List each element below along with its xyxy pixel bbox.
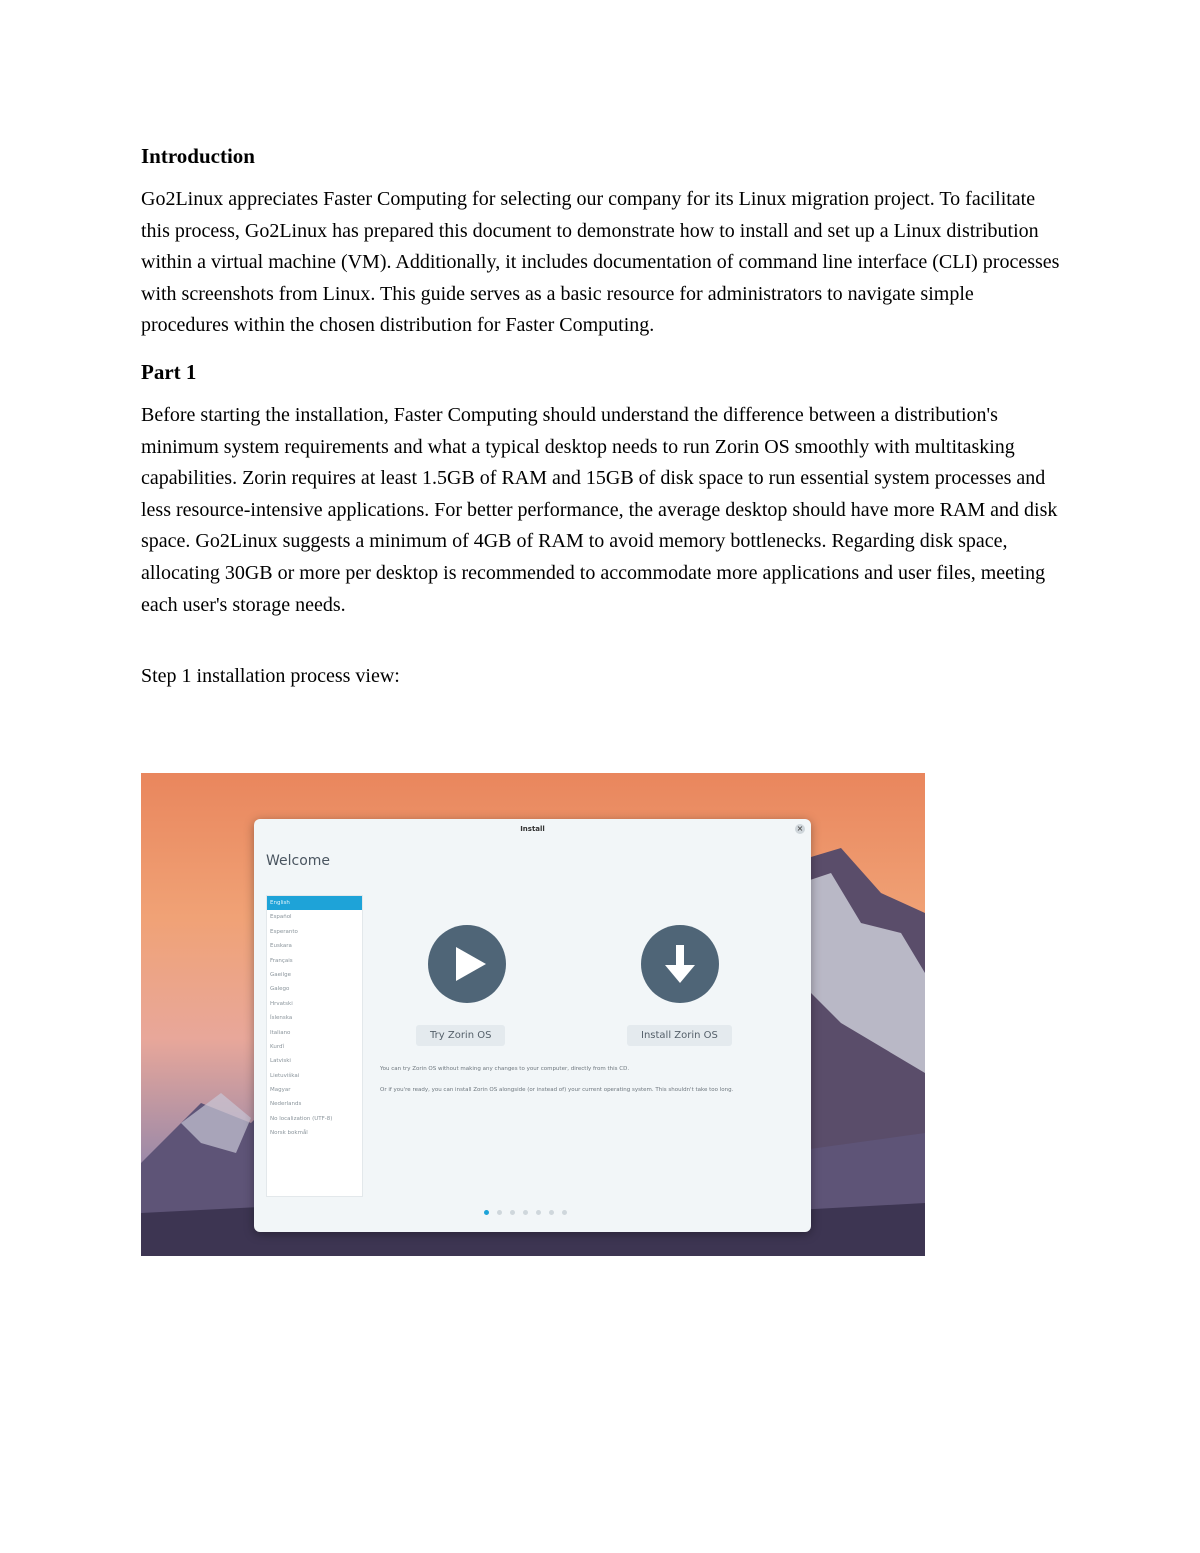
language-item[interactable]: Latviski — [270, 1058, 291, 1065]
download-icon — [641, 925, 719, 1003]
welcome-title: Welcome — [266, 853, 331, 869]
language-item[interactable]: No localization (UTF-8) — [270, 1115, 333, 1122]
language-list[interactable] — [266, 895, 363, 1197]
language-item[interactable]: Italiano — [270, 1029, 291, 1036]
install-message: Or if you're ready, you can install Zorin OS alongside (or instead of) your current operating system. This shouldn't take too long. — [380, 1087, 734, 1093]
installer-window — [254, 819, 811, 1232]
page-dot[interactable] — [497, 1210, 502, 1215]
language-item[interactable]: Esperanto — [270, 928, 298, 935]
introduction-paragraph: Go2Linux appreciates Faster Computing for selecting our company for its Linux migration project. To facilitate this process, Go2Linux has prepared this document to demonstrate how to install and set up a Linux distribution within a virtual machine (VM). Additionally, it includes documentation of command line interface (CLI) processes with screenshots from Linux. This guide serves as a basic resource for administrators to navigate simple procedures within the chosen distribution for Faster Computing. — [141, 188, 1060, 337]
language-item[interactable]: English — [267, 896, 362, 910]
try-button[interactable] — [428, 925, 506, 1003]
installer-screenshot — [141, 773, 925, 1256]
language-item[interactable]: Français — [270, 957, 293, 964]
page-dot[interactable] — [523, 1210, 528, 1215]
language-item[interactable]: Íslenska — [270, 1015, 293, 1022]
page-dot[interactable] — [549, 1210, 554, 1215]
page-dot[interactable] — [536, 1210, 541, 1215]
step-label: Step 1 installation process view: — [141, 665, 400, 688]
window-title: Install — [520, 825, 545, 833]
page-indicator — [484, 1200, 575, 1219]
page-dot[interactable] — [562, 1210, 567, 1215]
language-item[interactable]: Lietuviškai — [270, 1072, 300, 1079]
language-item[interactable]: Hrvatski — [270, 1000, 293, 1007]
part1-heading: Part 1 — [141, 359, 197, 384]
language-item[interactable]: Gaeilge — [270, 971, 291, 978]
try-message: You can try Zorin OS without making any changes to your computer, directly from this CD. — [380, 1066, 630, 1072]
language-item[interactable]: Galego — [270, 986, 290, 993]
introduction-heading: Introduction — [141, 144, 255, 168]
language-item[interactable]: Norsk bokmål — [270, 1130, 308, 1137]
language-item[interactable]: Magyar — [270, 1087, 291, 1094]
language-item[interactable]: Nederlands — [270, 1101, 302, 1108]
part1-paragraph: Before starting the installation, Faster Computing should understand the difference between a distribution's minimum system requirements and what a typical desktop needs to run Zorin OS smoothly with multitasking capabilities. Zorin requires at least 1.5GB of RAM and 15GB of disk space to run essential system processes and less resource-intensive applications. For better performance, the average desktop should have more RAM and disk space. Go2Linux suggests a minimum of 4GB of RAM to avoid memory bottlenecks. Regarding disk space, allocating 30GB or more per desktop is recommended to accommodate more applications and user files, meeting each user's storage needs. — [141, 403, 1058, 616]
document-body — [141, 140, 1061, 703]
install-label[interactable]: Install Zorin OS — [627, 1025, 732, 1046]
page-dot[interactable] — [510, 1210, 515, 1215]
play-icon — [428, 925, 506, 1003]
language-item[interactable]: Euskara — [270, 943, 292, 950]
page-dot[interactable] — [484, 1210, 489, 1215]
close-icon[interactable]: × — [796, 824, 804, 833]
language-item[interactable]: Español — [270, 914, 292, 921]
install-button[interactable] — [641, 925, 719, 1003]
language-item[interactable]: Kurdî — [270, 1043, 285, 1050]
try-label[interactable]: Try Zorin OS — [416, 1025, 505, 1046]
